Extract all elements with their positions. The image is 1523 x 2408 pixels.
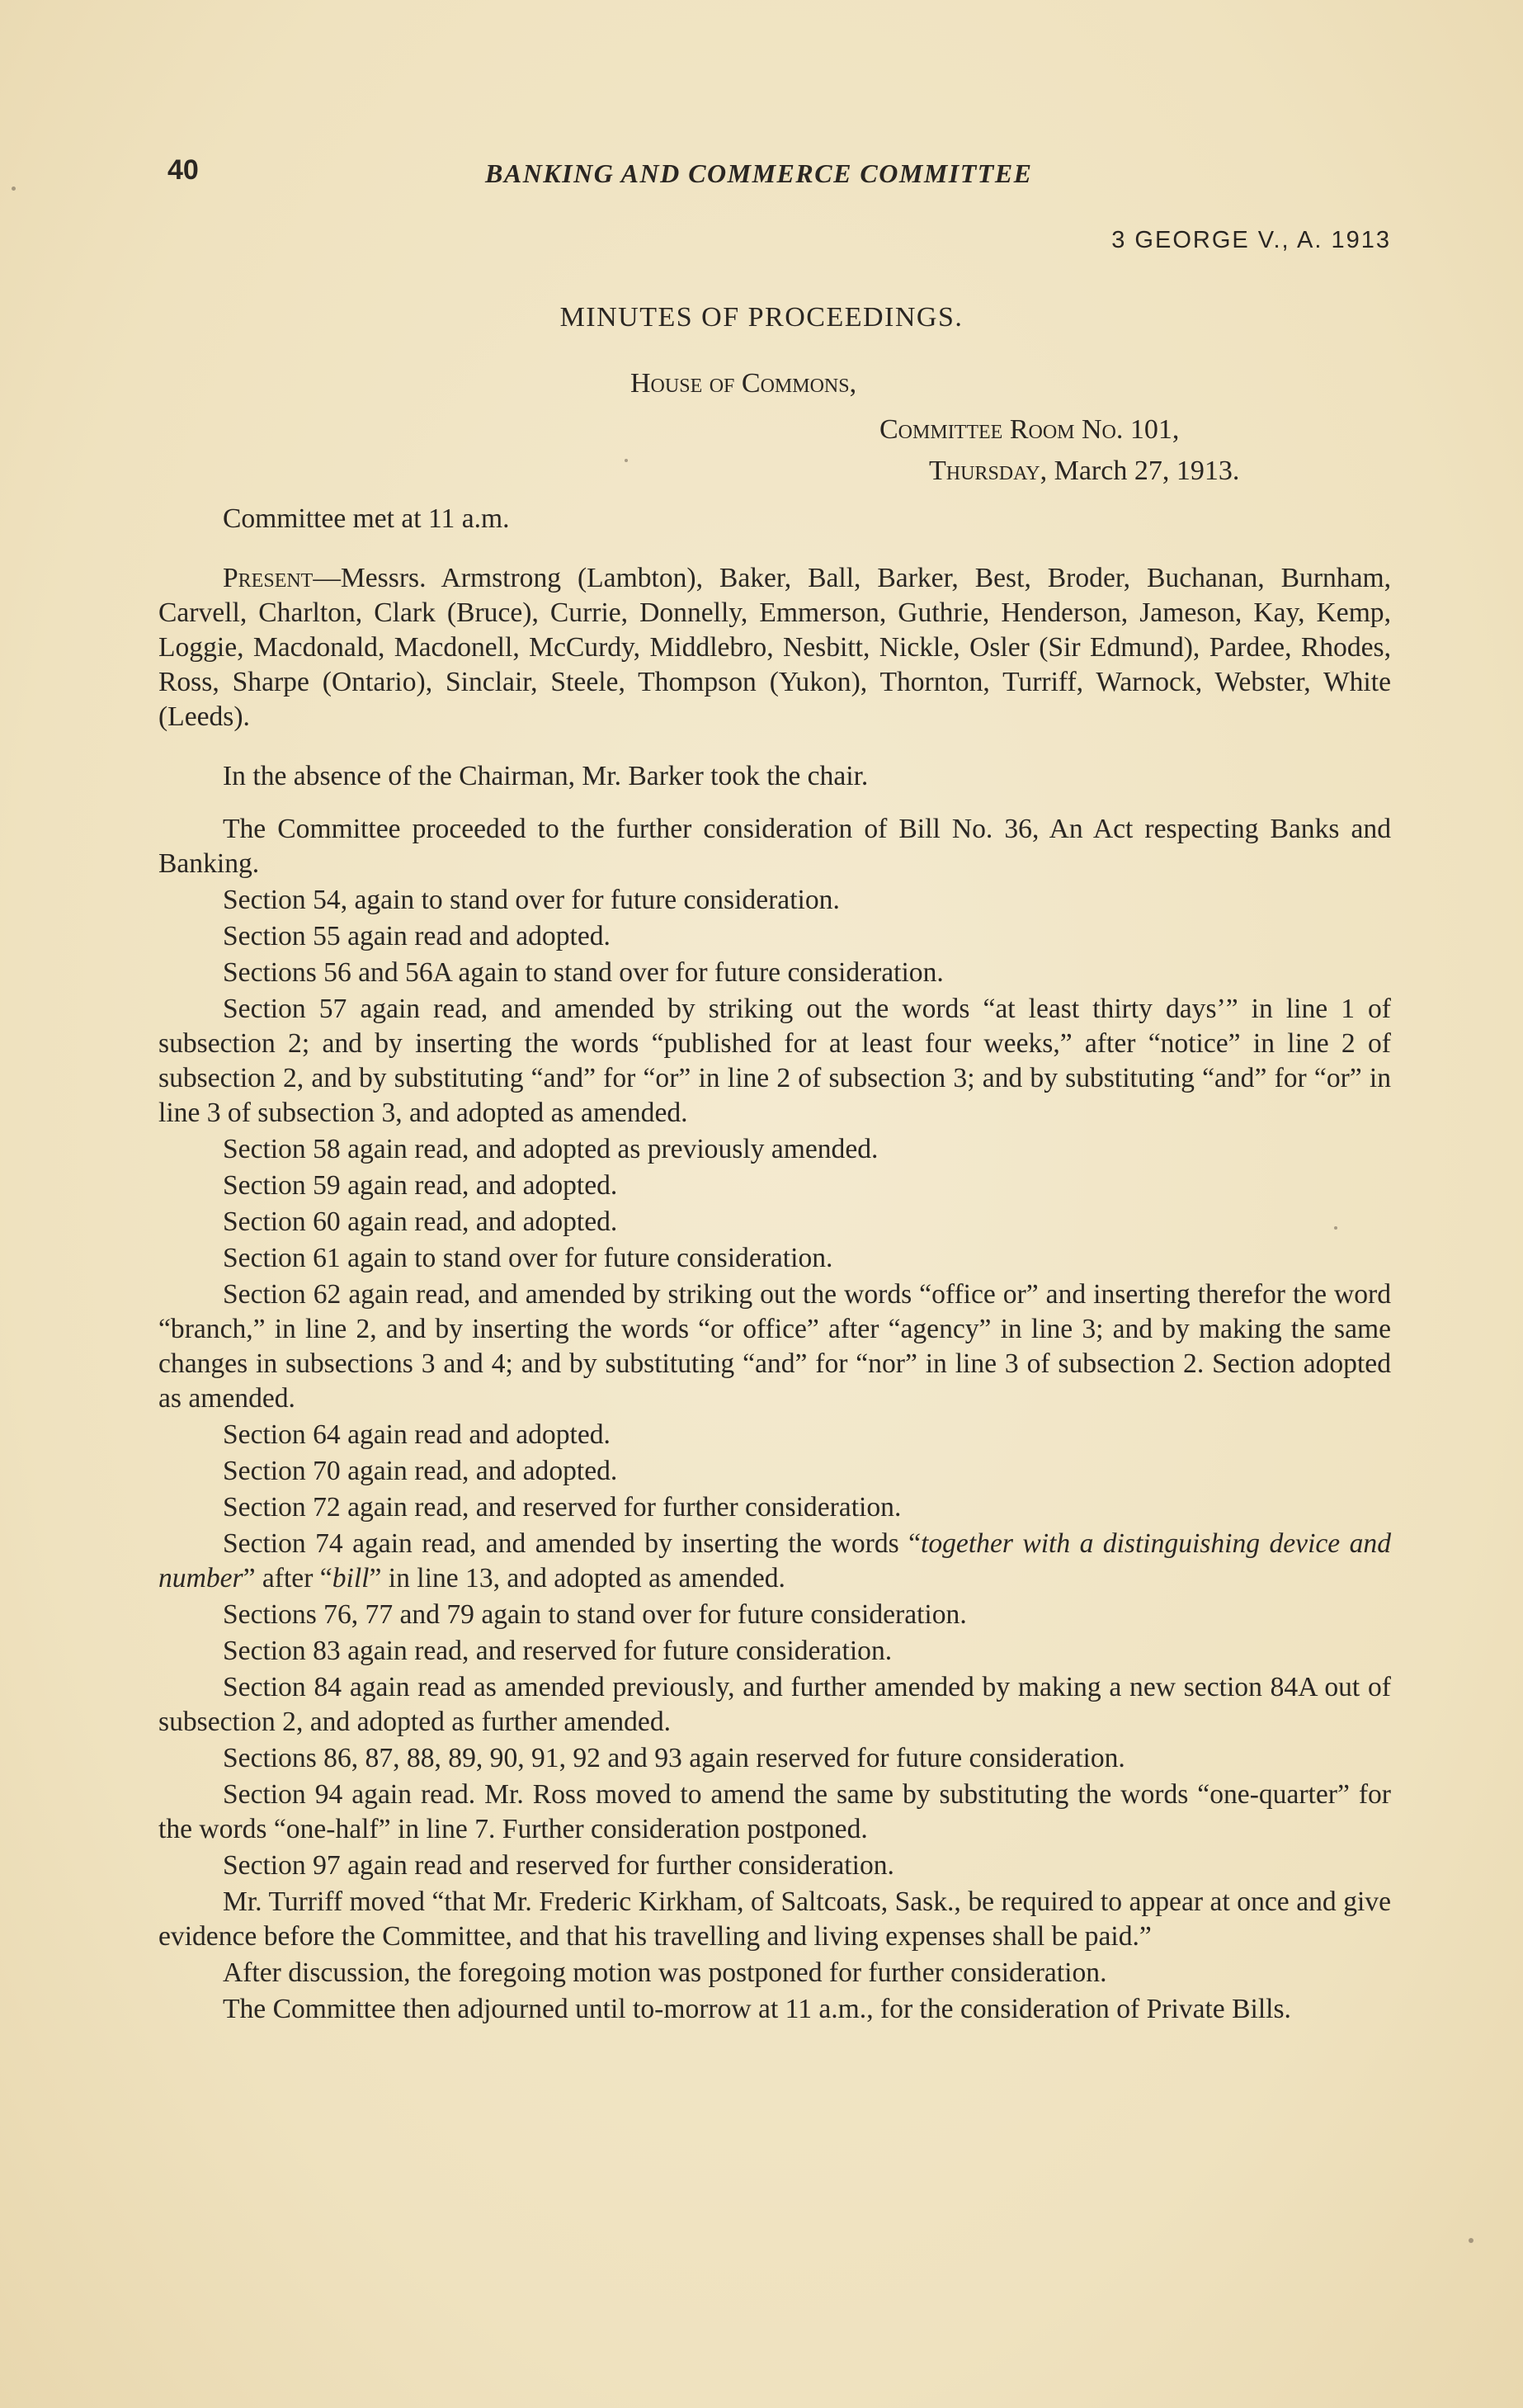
present-members: —Messrs. Armstrong (Lambton), Baker, Ball, Barker, Best, Broder, Buchanan, Burnham, Carvell, Charlton, Clark (Bruce), Currie, Donnelly, Emmerson, Guthrie, Henderson, Jameson, Kay, Kemp, Loggie, Macdonald, Macdonell, McCurdy, Middlebro, Nesbitt, Nickle, Osler (Sir Edmund), Pardee, Rhodes, Ross, Sharpe (Ontario), Sinclair, Steele, Thompson (Yukon), Thornton, Turriff, Warnock, Webster, White (Leeds). xyxy=(158,563,1391,732)
section-54: Section 54, again to stand over for future consideration. xyxy=(223,885,840,915)
date-day: Thursday, xyxy=(929,456,1048,486)
section-62: Section 62 again read, and amended by striking out the words “office or” and inserting therefor the word “branch,” in line 2, and by inserting the words “or office” after “agency” in line 3; and by making the same changes in subsections 3 and 4; and by substituting “and” for “nor” in line 3 of subsection 2. Section adopted as amended. xyxy=(158,1279,1391,1414)
section-61: Section 61 again to stand over for future consideration. xyxy=(223,1243,833,1273)
paper-speck xyxy=(1334,1226,1337,1230)
section-74-part-b: ” after “ xyxy=(243,1563,332,1594)
section-72: Section 72 again read, and reserved for further consideration. xyxy=(223,1492,902,1523)
paper-speck xyxy=(12,187,16,191)
section-74-italic-bill: bill xyxy=(332,1563,370,1594)
section-56: Sections 56 and 56A again to stand over for future consideration. xyxy=(223,957,944,988)
section-59: Section 59 again read, and adopted. xyxy=(223,1170,618,1201)
present-paragraph xyxy=(158,561,1391,734)
place-room: Committee Room No. 101, xyxy=(879,414,1180,445)
section-70: Section 70 again read, and adopted. xyxy=(223,1456,618,1486)
paper-speck xyxy=(1469,2238,1473,2243)
section-74-italic-words: together with a distinguishing device and number xyxy=(158,1528,1391,1594)
date-rest: March 27, 1913. xyxy=(1047,456,1240,486)
bill-paragraph: The Committee proceeded to the further consideration of Bill No. 36, An Act respecting Banks and Banking. xyxy=(158,814,1391,879)
place-house: House of Commons, xyxy=(630,368,857,399)
section-83: Section 83 again read, and reserved for future consideration. xyxy=(223,1636,893,1666)
section-60: Section 60 again read, and adopted. xyxy=(223,1206,618,1237)
present-label: Present xyxy=(223,563,314,593)
section-94: Section 94 again read. Mr. Ross moved to amend the same by substituting the words “one-quarter” for the words “one-half” in line 7. Further consideration postponed. xyxy=(158,1779,1391,1844)
section-58: Section 58 again read, and adopted as previously amended. xyxy=(223,1134,879,1164)
discussion-paragraph: After discussion, the foregoing motion was postponed for further consideration. xyxy=(223,1957,1107,1988)
minutes-body xyxy=(158,502,1391,2027)
turriff-motion: Mr. Turriff moved “that Mr. Frederic Kirkham, of Saltcoats, Sask., be required to appear at once and give evidence before the Committee, and that his travelling and living expenses shall be paid.” xyxy=(158,1886,1391,1952)
section-84: Section 84 again read as amended previously, and further amended by making a new section 84A out of subsection 2, and adopted as further amended. xyxy=(158,1672,1391,1737)
chair-paragraph: In the absence of the Chairman, Mr. Barker took the chair. xyxy=(223,761,869,791)
minutes-title: MINUTES OF PROCEEDINGS. xyxy=(559,302,964,333)
section-86: Sections 86, 87, 88, 89, 90, 91, 92 and 93 again reserved for future consideration. xyxy=(223,1743,1125,1773)
section-97: Section 97 again read and reserved for further consideration. xyxy=(223,1850,894,1881)
section-74-part-c: ” in line 13, and adopted as amended. xyxy=(369,1563,785,1594)
section-55: Section 55 again read and adopted. xyxy=(223,921,611,951)
meeting-date xyxy=(929,456,1239,487)
paper-speck xyxy=(625,459,628,462)
section-64: Section 64 again read and adopted. xyxy=(223,1419,611,1450)
section-57: Section 57 again read, and amended by striking out the words “at least thirty days’” in line 1 of subsection 2; and by inserting the words “published for at least four weeks,” after “notice” in line 2 of subsection 2, and by substituting “and” for “or” in line 2 of subsection 3; and by substituting “and” for “or” in line 3 of subsection 3, and adopted as amended. xyxy=(158,994,1391,1128)
committee-met: Committee met at 11 a.m. xyxy=(223,503,510,534)
page-number: 40 xyxy=(167,154,199,186)
section-74 xyxy=(158,1527,1391,1596)
section-74-part-a: Section 74 again read, and amended by inserting the words “ xyxy=(223,1528,922,1559)
section-76: Sections 76, 77 and 79 again to stand over for future consideration. xyxy=(223,1599,967,1630)
adjournment-paragraph: The Committee then adjourned until to-morrow at 11 a.m., for the consideration of Private Bills. xyxy=(223,1994,1291,2024)
session-label: 3 GEORGE V., A. 1913 xyxy=(1111,227,1391,253)
running-head: BANKING AND COMMERCE COMMITTEE xyxy=(485,158,1033,188)
